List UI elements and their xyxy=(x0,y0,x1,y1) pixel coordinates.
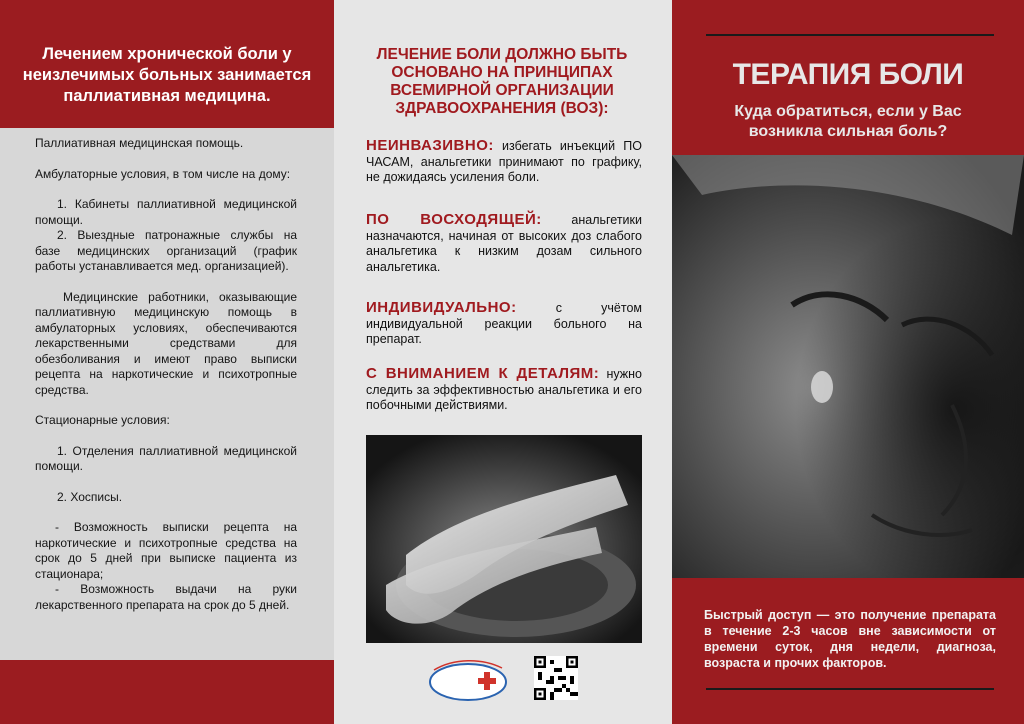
left-paragraph: Стационарные условия: xyxy=(35,413,170,427)
principle-keyword: НЕИНВАЗИВНО: xyxy=(366,137,494,154)
middle-panel xyxy=(334,0,672,724)
left-header-band xyxy=(0,0,334,128)
bottom-divider xyxy=(706,688,994,690)
left-paragraph: Амбулаторные условия, в том числе на дому: xyxy=(35,166,291,181)
left-heading: Лечением хронической боли у неизлечимых больных занимается паллиативная медицина. xyxy=(22,45,312,105)
left-paragraph: Медицинские работники, оказывающие паллиативную медицинскую помощь в амбулаторных условиях, обеспечиваются лекарственными средствами для обезболивания и имеют право выписки рецепта на наркотические и психотропные средства. xyxy=(35,289,297,397)
left-paragraph: - Возможность выписки рецепта на наркотические и психотропные средства на срок до 5 дней при выписке пациента из стационара; xyxy=(35,520,297,581)
left-footer-band xyxy=(0,660,334,724)
qr-code[interactable] xyxy=(534,656,578,700)
statue-face-photo xyxy=(672,155,1024,578)
principle-keyword: ПО ВОСХОДЯЩЕЙ: xyxy=(366,211,542,228)
left-paragraph: - Возможность выдачи на руки лекарственного препарата на срок до 5 дней. xyxy=(35,582,297,612)
principle-text: нужно следить за эффективностью анальгетика и его побочными действиями. xyxy=(366,367,642,412)
left-panel xyxy=(0,0,334,724)
principle-keyword: С ВНИМАНИЕМ К ДЕТАЛЯМ: xyxy=(366,365,600,382)
principle-noninvasive xyxy=(366,138,642,186)
brochure-subtitle: Куда обратиться, если у Вас возникла сильная боль? xyxy=(734,103,962,140)
left-paragraph: 2. Хосписы. xyxy=(57,489,123,504)
hands-photo xyxy=(366,435,642,643)
principle-text: анальгетики назначаются, начиная от высоких доз слабого анальгетика к низким дозам сильного анальгетика. xyxy=(366,213,642,274)
principle-details xyxy=(366,366,642,414)
left-paragraph: Паллиативная медицинская помощь. xyxy=(35,136,244,150)
principle-text: избегать инъекций ПО ЧАСАМ, анальгетики принимают по графику, не дожидаясь усиления боли. xyxy=(366,139,642,184)
principle-individual xyxy=(366,300,642,348)
right-panel xyxy=(672,0,1024,724)
principle-text: с учётом индивидуальной реакции больного на препарат. xyxy=(366,301,642,346)
principle-ascending xyxy=(366,212,642,275)
left-body xyxy=(35,136,297,613)
principle-keyword: ИНДИВИДУАЛЬНО: xyxy=(366,299,517,316)
organization-logo xyxy=(426,656,510,704)
left-paragraph: 1. Отделения паллиативной медицинской помощи. xyxy=(35,443,297,473)
middle-title: ЛЕЧЕНИЕ БОЛИ ДОЛЖНО БЫТЬ ОСНОВАНО НА ПРИНЦИПАХ ВСЕМИРНОЙ ОРГАНИЗАЦИИ ЗДРАВООХРАНЕНИЯ (ВОЗ): xyxy=(376,46,628,117)
left-paragraph: 2. Выездные патронажные службы на базе медицинских организаций (график работы устанавливается мед. организацией). xyxy=(35,228,297,273)
brochure-title: ТЕРАПИЯ БОЛИ xyxy=(732,58,964,91)
top-divider xyxy=(706,34,994,36)
left-paragraph: 1. Кабинеты паллиативной медицинской помощи. xyxy=(35,197,297,227)
fast-access-text: Быстрый доступ — это получение препарата в течение 2-3 часов вне зависимости от времени суток, дня недели, диагноза, возраста и прочих факторов. xyxy=(704,608,996,670)
